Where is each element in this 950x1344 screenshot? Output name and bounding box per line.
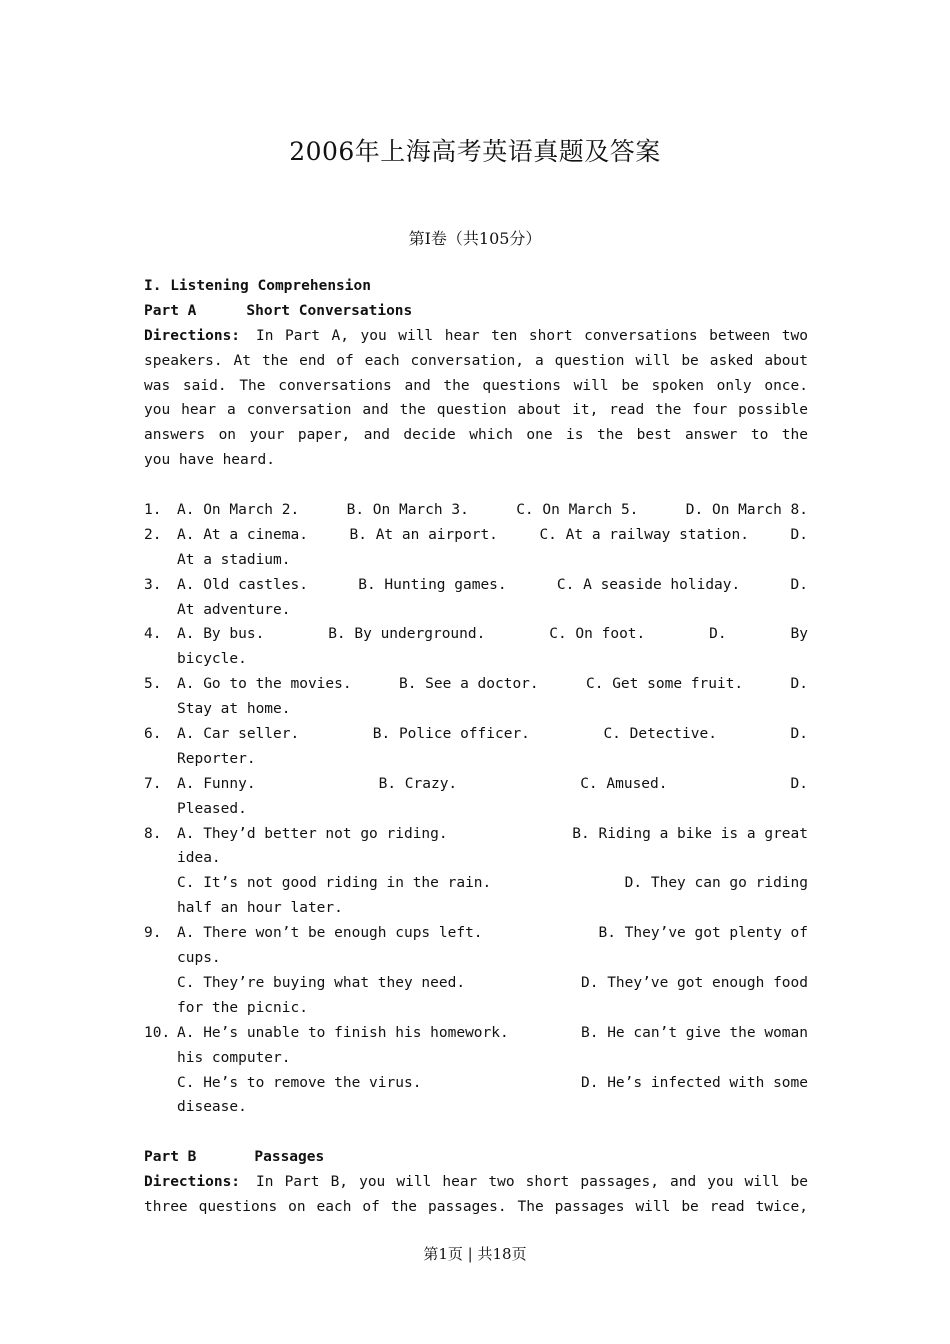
- directions-line: [144, 1195, 808, 1220]
- option-text: C. At a railway station.: [539, 526, 749, 543]
- question-number: 4.: [144, 626, 162, 643]
- option-text: his computer.: [177, 1049, 291, 1066]
- option-text: Reporter.: [177, 750, 256, 767]
- option-line: [177, 622, 808, 647]
- question-options: [177, 498, 808, 523]
- option-line: [177, 722, 808, 747]
- option-text: A. There won’t be enough cups left.: [177, 925, 483, 942]
- option-line: [177, 573, 808, 598]
- option-text: C. Get some fruit.: [586, 676, 744, 693]
- option-text: for the picnic.: [177, 999, 308, 1016]
- directions-line: [144, 324, 808, 349]
- option-line: [177, 1021, 808, 1046]
- question-number: 1.: [144, 502, 162, 519]
- option-line: [177, 846, 808, 871]
- option-line: [177, 772, 808, 797]
- directions-line: [144, 349, 808, 374]
- option-line: [177, 996, 808, 1021]
- question-options: [177, 573, 808, 623]
- question-number: 5.: [144, 676, 162, 693]
- option-line: [177, 1046, 808, 1071]
- option-text: B. By underground.: [328, 626, 486, 643]
- option-text: Pleased.: [177, 800, 247, 817]
- directions-text: you hear a conversation and the question about it, read the four possible: [144, 402, 808, 419]
- question-item: [144, 672, 808, 722]
- question-list: [144, 498, 808, 1120]
- question-item: [144, 622, 808, 672]
- option-text: C. On March 5.: [516, 502, 639, 519]
- part-b-label: Part B: [144, 1149, 197, 1166]
- option-text: D.: [709, 626, 727, 643]
- option-text: A. He’s unable to finish his homework.: [177, 1024, 509, 1041]
- question-item: [144, 822, 808, 922]
- option-text: D. They’ve got enough food: [581, 974, 808, 991]
- directions-line: [144, 448, 808, 473]
- option-text: B. On March 3.: [346, 502, 469, 519]
- option-text: A. Old castles.: [177, 576, 308, 593]
- part-a-label: Part A: [144, 302, 197, 319]
- directions-line: [144, 374, 808, 399]
- question-options: [177, 622, 808, 672]
- option-text: A. Car seller.: [177, 726, 300, 743]
- directions-text: was said. The conversations and the questions will be spoken only once.: [144, 377, 808, 394]
- directions-label: Directions:: [144, 327, 241, 344]
- option-text: D.: [790, 576, 808, 593]
- directions-line: [144, 423, 808, 448]
- option-text: half an hour later.: [177, 900, 343, 917]
- option-text: A. They’d better not go riding.: [177, 825, 448, 842]
- option-line: [177, 822, 808, 847]
- question-number: 10.: [144, 1024, 171, 1041]
- part-a-name: Short Conversations: [246, 302, 413, 319]
- option-line: [177, 946, 808, 971]
- option-text: At a stadium.: [177, 551, 291, 568]
- option-text: D.: [790, 526, 808, 543]
- option-text: D.: [790, 676, 808, 693]
- option-text: A. Funny.: [177, 775, 256, 792]
- option-line: [177, 647, 808, 672]
- option-text: C. He’s to remove the virus.: [177, 1074, 422, 1091]
- directions-text: speakers. At the end of each conversation, a question will be asked about: [144, 352, 808, 369]
- option-text: B. Crazy.: [378, 775, 458, 792]
- directions-text: In Part A, you will hear ten short conversations between two: [256, 327, 808, 344]
- option-text: D.: [790, 775, 808, 792]
- option-text: D. They can go riding: [624, 875, 808, 892]
- directions-text: you have heard.: [144, 452, 275, 469]
- option-line: [177, 1095, 808, 1120]
- question-number: 7.: [144, 775, 162, 792]
- question-number: 8.: [144, 825, 162, 842]
- question-options: [177, 672, 808, 722]
- option-text: A. By bus.: [177, 626, 265, 643]
- directions-label: Directions:: [144, 1174, 241, 1191]
- option-text: B. See a doctor.: [398, 676, 539, 693]
- option-text: disease.: [177, 1099, 247, 1116]
- option-line: [177, 523, 808, 548]
- part-b-directions: [144, 1170, 808, 1220]
- option-text: idea.: [177, 850, 221, 867]
- option-text: A. Go to the movies.: [177, 676, 352, 693]
- option-line: [177, 548, 808, 573]
- option-text: C. On foot.: [549, 626, 646, 643]
- question-options: [177, 1021, 808, 1121]
- option-line: [177, 1071, 808, 1096]
- directions-line: [144, 398, 808, 423]
- option-text: C. Amused.: [580, 775, 668, 792]
- part-a-heading: [144, 299, 808, 324]
- directions-text: three questions on each of the passages. The passages will be read twice,: [144, 1198, 808, 1215]
- option-line: [177, 896, 808, 921]
- option-line: [177, 971, 808, 996]
- option-text: B. He can’t give the woman: [581, 1024, 808, 1041]
- question-number: 3.: [144, 576, 162, 593]
- option-text: C. It’s not good riding in the rain.: [177, 875, 492, 892]
- directions-line: [144, 1170, 808, 1195]
- option-text: bicycle.: [177, 651, 247, 668]
- question-item: [144, 573, 808, 623]
- question-number: 6.: [144, 726, 162, 743]
- question-item: [144, 772, 808, 822]
- part-b-heading: [144, 1145, 808, 1170]
- option-text: D. On March 8.: [685, 502, 808, 519]
- option-text: B. Riding a bike is a great: [572, 825, 808, 842]
- option-line: [177, 921, 808, 946]
- option-text: B. Police officer.: [372, 726, 530, 743]
- page-footer: 第1页 | 共18页: [423, 1245, 527, 1263]
- question-options: [177, 822, 808, 922]
- question-item: [144, 722, 808, 772]
- option-text: D. He’s infected with some: [581, 1074, 808, 1091]
- option-line: [177, 598, 808, 623]
- option-text: C. A seaside holiday.: [556, 576, 741, 593]
- option-line: [177, 697, 808, 722]
- option-text: A. On March 2.: [177, 502, 300, 519]
- part-b-name: Passages: [254, 1149, 325, 1166]
- question-item: [144, 921, 808, 1021]
- question-item: [144, 1021, 808, 1121]
- question-options: [177, 722, 808, 772]
- option-text: C. Detective.: [603, 726, 717, 743]
- option-line: [177, 672, 808, 697]
- option-text: By: [790, 626, 808, 643]
- option-text: B. At an airport.: [349, 526, 498, 543]
- option-text: A. At a cinema.: [177, 526, 308, 543]
- question-number: 9.: [144, 925, 162, 942]
- directions-text: In Part B, you will hear two short passages, and you will be: [256, 1174, 808, 1191]
- option-text: C. They’re buying what they need.: [177, 974, 466, 991]
- question-item: [144, 523, 808, 573]
- question-options: [177, 772, 808, 822]
- option-text: B. Hunting games.: [358, 576, 507, 593]
- option-text: At adventure.: [177, 601, 291, 618]
- volume-heading: 第I卷（共105分）: [408, 229, 542, 248]
- document-body: [144, 274, 808, 1220]
- directions-text: answers on your paper, and decide which one is the best answer to the: [144, 427, 808, 444]
- document-title: 2006年上海高考英语真题及答案: [289, 137, 661, 166]
- question-options: [177, 921, 808, 1021]
- question-options: [177, 523, 808, 573]
- question-item: [144, 498, 808, 523]
- section-heading: I. Listening Comprehension: [144, 278, 371, 294]
- option-text: D.: [790, 726, 808, 743]
- option-line: [177, 797, 808, 822]
- option-text: B. They’ve got plenty of: [598, 925, 808, 942]
- option-text: Stay at home.: [177, 701, 291, 718]
- option-line: [177, 498, 808, 523]
- part-a-directions: [144, 324, 808, 473]
- question-number: 2.: [144, 526, 162, 543]
- option-text: cups.: [177, 950, 221, 967]
- option-line: [177, 871, 808, 896]
- option-line: [177, 747, 808, 772]
